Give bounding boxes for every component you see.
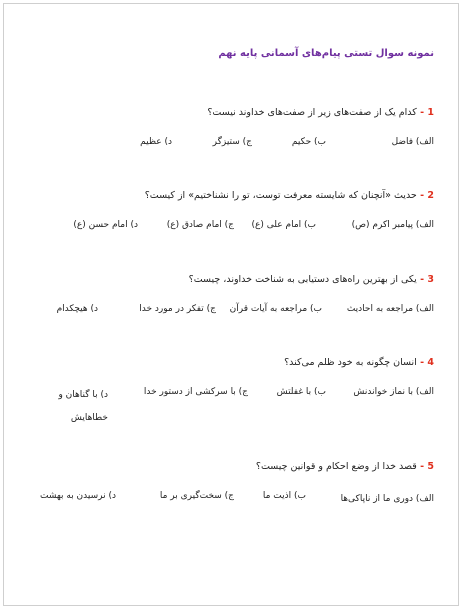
option-d: د) عظیم xyxy=(140,137,172,147)
question-5 xyxy=(22,460,434,536)
option-c: ج) امام صادق (ع) xyxy=(166,220,234,230)
option-c: ج) با سرکشی از دستور خدا xyxy=(143,387,248,397)
question-number: 3 - xyxy=(416,274,434,285)
option-c: ج) ستیزگر xyxy=(212,137,252,147)
options xyxy=(22,488,434,536)
options xyxy=(22,217,434,265)
option-d: د) امام حسن (ع) xyxy=(73,220,138,230)
question-4 xyxy=(22,356,434,432)
option-d: د) نرسیدن به بهشت xyxy=(39,491,116,501)
options xyxy=(22,384,434,432)
options xyxy=(22,134,434,182)
option-b: ب) با غفلتش xyxy=(276,387,326,397)
option-a: الف) پیامبر اکرم (ص) xyxy=(351,220,434,230)
option-a: الف) مراجعه به احادیث xyxy=(346,304,434,314)
question-number: 5 - xyxy=(416,461,434,472)
option-d: د) با گناهان و خطاهایش xyxy=(58,390,108,423)
question-number: 4 - xyxy=(416,357,434,368)
question-text: 4 - انسان چگونه به خود ظلم می‌کند؟ xyxy=(284,357,434,368)
option-a: الف) با نماز خواندنش xyxy=(353,387,434,397)
question-text: 3 - یکی از بهترین راه‌های دستیابی به شناخت خداوند، چیست؟ xyxy=(188,274,434,285)
option-c: ج) تفکر در مورد خدا xyxy=(139,304,216,314)
question-2 xyxy=(22,189,434,265)
option-a: الف) فاضل xyxy=(391,137,434,147)
option-b: ب) حکیم xyxy=(291,137,326,147)
option-c: ج) سخت‌گیری بر ما xyxy=(159,491,234,501)
question-1 xyxy=(22,106,434,182)
document-title: نمونه سوال تستی پیام‌های آسمانی پایه نهم xyxy=(218,48,434,59)
question-text: 1 - کدام یک از صفت‌های زیر از صفت‌های خداوند نیست؟ xyxy=(207,107,434,118)
option-a: الف) دوری ما از ناپاکی‌ها xyxy=(340,494,434,504)
document-page xyxy=(3,3,459,606)
option-d: د) هیچکدام xyxy=(56,304,98,314)
question-text: 5 - قصد خدا از وضع احکام و قوانین چیست؟ xyxy=(255,461,434,472)
question-number: 2 - xyxy=(416,190,434,201)
question-number: 1 - xyxy=(416,107,434,118)
question-text: 2 - حدیث «آنچنان که شایسته معرفت توست، تو را نشناختیم» از کیست؟ xyxy=(144,190,434,201)
options xyxy=(22,301,434,349)
option-b: ب) امام علی (ع) xyxy=(251,220,316,230)
question-3 xyxy=(22,273,434,349)
option-b: ب) اذیت ما xyxy=(262,491,306,501)
option-b: ب) مراجعه به آیات قرآن xyxy=(229,304,322,314)
